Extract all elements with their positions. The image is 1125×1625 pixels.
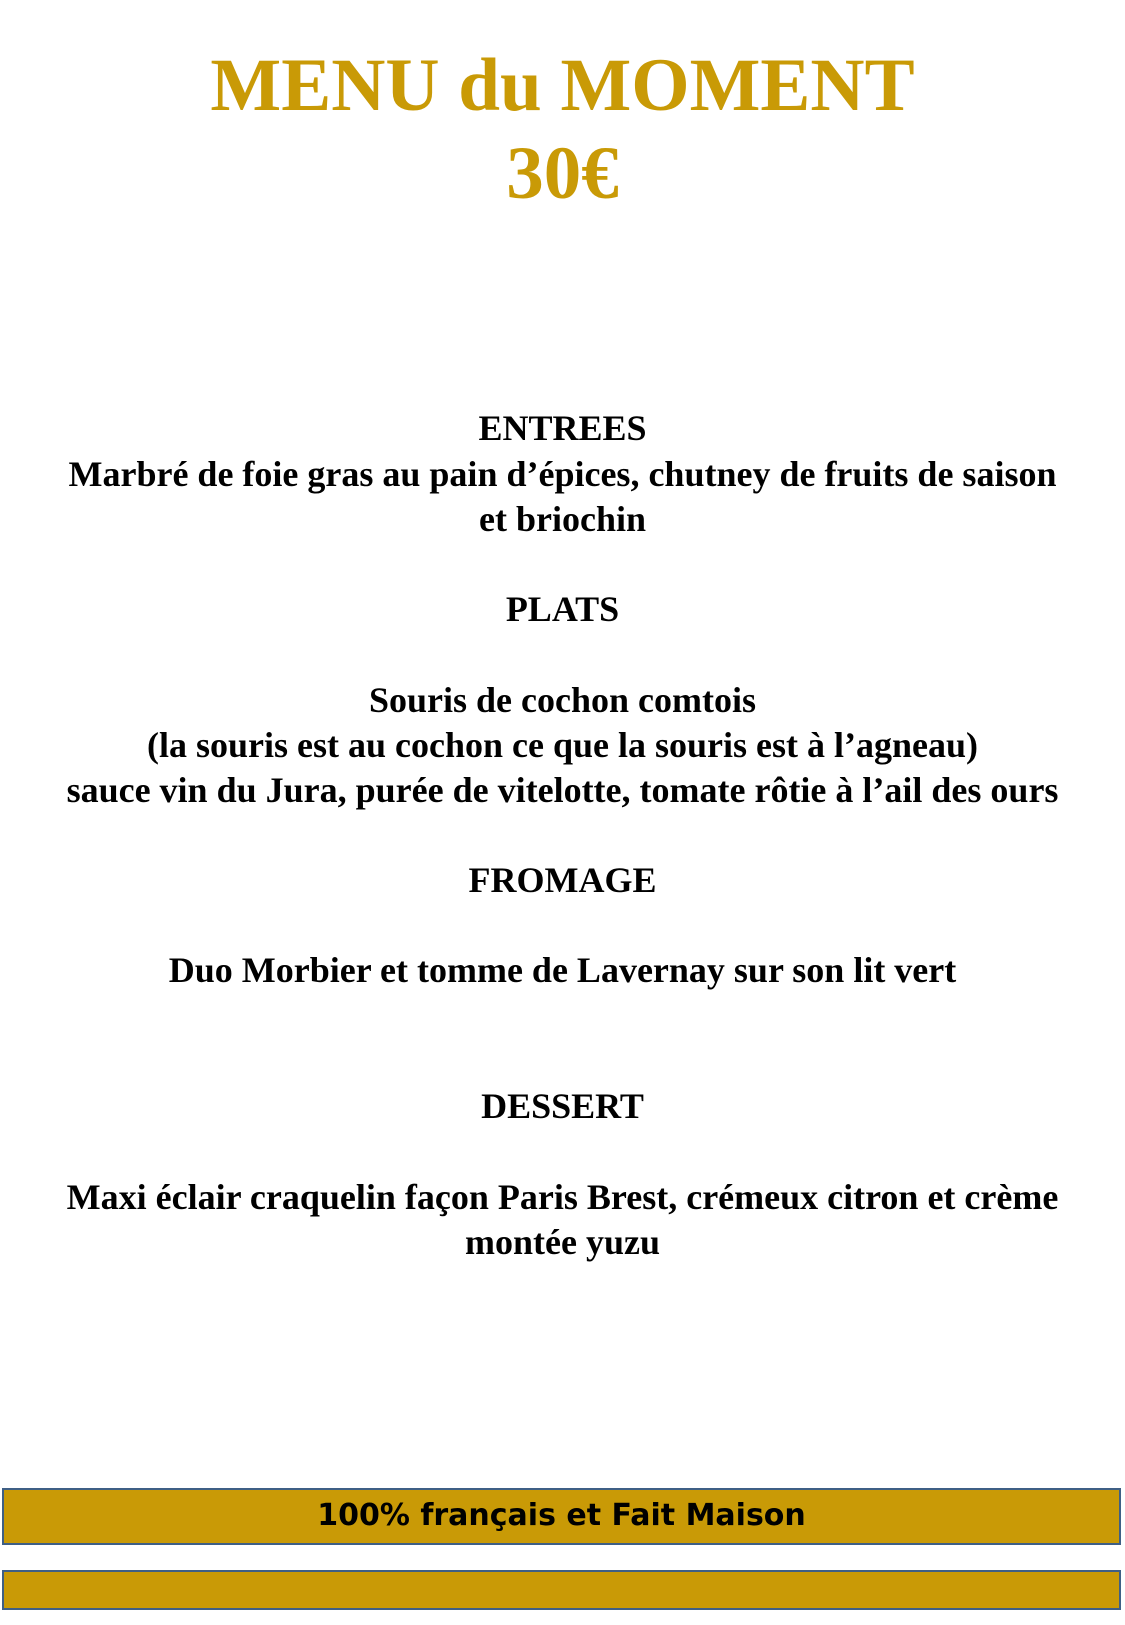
footer-band-decorative [2, 1570, 1121, 1610]
entrees-line: Marbré de foie gras au pain d’épices, chutney de fruits de saison [68, 454, 1057, 494]
entrees-line: et briochin [479, 499, 646, 539]
section-heading-dessert: DESSERT [481, 1086, 644, 1126]
plats-line: (la souris est au cochon ce que la souris est à l’agneau) [147, 725, 978, 765]
section-heading-entrees: ENTREES [478, 408, 647, 448]
footer-banner-text: 100% français et Fait Maison [317, 1498, 806, 1533]
dessert-line: Maxi éclair craquelin façon Paris Brest, crémeux citron et crème [66, 1177, 1059, 1217]
footer-banner [2, 1488, 1121, 1545]
dessert-line: montée yuzu [465, 1222, 660, 1262]
section-heading-plats: PLATS [505, 589, 620, 629]
menu-price: 30€ [506, 132, 619, 215]
plats-line: Souris de cochon comtois [369, 680, 756, 720]
fromage-line: Duo Morbier et tomme de Lavernay sur son lit vert [168, 950, 957, 990]
section-heading-fromage: FROMAGE [468, 860, 657, 900]
plats-line: sauce vin du Jura, purée de vitelotte, tomate rôtie à l’ail des ours [66, 770, 1059, 810]
menu-title: MENU du MOMENT [210, 44, 915, 127]
